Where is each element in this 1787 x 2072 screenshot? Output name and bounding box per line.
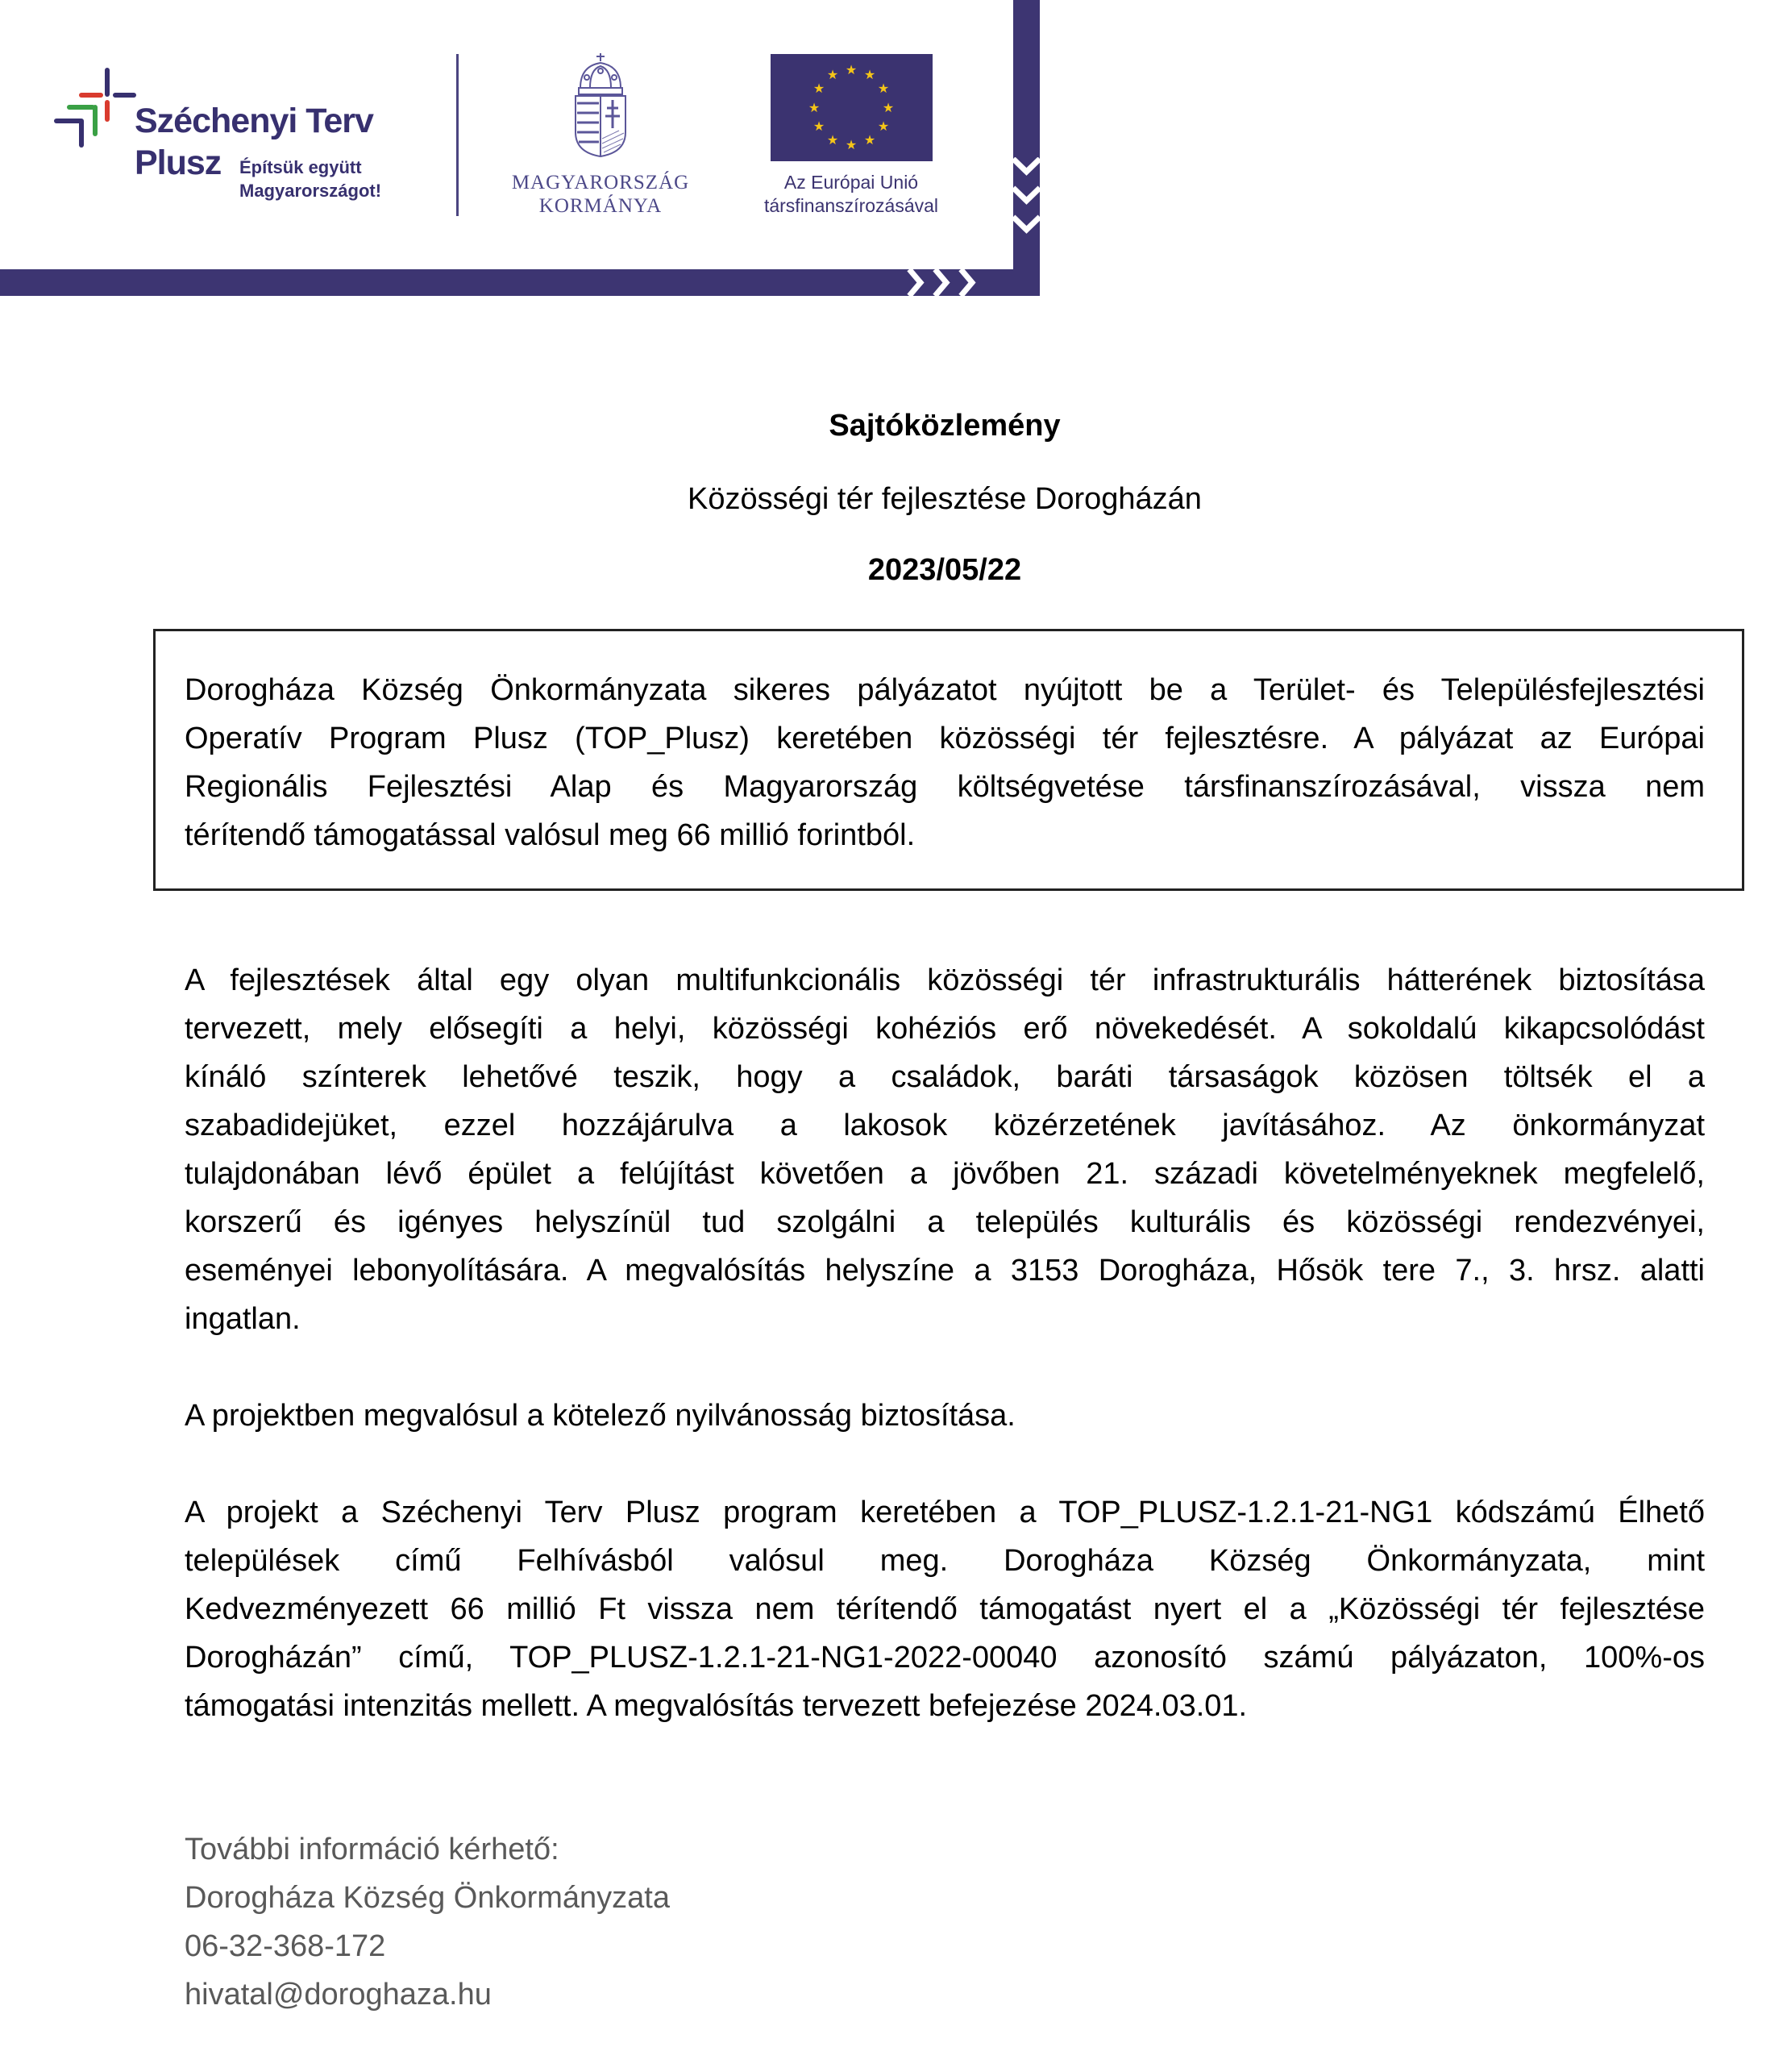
paragraph-development xyxy=(185,956,1705,1343)
paragraph-line: tulajdonában lévő épület a felújítást követően a jövőben 21. századi követelményeknek megfelelő, xyxy=(185,1157,1705,1191)
summary-line: térítendő támogatással valósul meg 66 millió forintból. xyxy=(185,818,916,852)
svg-text:★: ★ xyxy=(882,100,895,115)
paragraph-line: Dorogházán” című, TOP_PLUSZ-1.2.1-21-NG1-2022-00040 azonosító számú pályázaton, 100%-os xyxy=(185,1641,1705,1675)
paragraph-publicity xyxy=(185,1392,1705,1440)
svg-text:★: ★ xyxy=(845,62,858,77)
eu-label-line-2: társfinanszírozásával xyxy=(763,195,939,216)
summary-line: Operatív Program Plusz (TOP_Plusz) keretében közösségi tér fejlesztésre. A pályázat az Európai xyxy=(185,722,1705,755)
contact-email[interactable]: hivatal@doroghaza.hu xyxy=(185,1978,492,2012)
logo-title: Széchenyi Terv xyxy=(135,102,373,140)
summary-line: Regionális Fejlesztési Alap és Magyarország költségvetése társfinanszírozásával, vissza nem xyxy=(185,770,1705,804)
frame-bar-right xyxy=(1013,0,1040,296)
svg-text:★: ★ xyxy=(845,137,858,152)
svg-text:★: ★ xyxy=(812,81,825,96)
document-subtitle: Közösségi tér fejlesztése Dorogházán xyxy=(688,482,1202,516)
paragraph-line: A fejlesztések által egy olyan multifunkcionális közösségi tér infrastrukturális hátterének biztosítása xyxy=(185,963,1705,997)
logo-divider xyxy=(456,54,459,216)
chevron-down-icon xyxy=(1012,157,1041,246)
logo-plusz: Plusz xyxy=(135,144,222,182)
svg-text:★: ★ xyxy=(812,119,825,134)
svg-text:★: ★ xyxy=(826,67,839,82)
eu-cofinancing-label xyxy=(730,171,972,218)
paragraph-line: támogatási intenzitás mellett. A megvalósítás tervezett befejezése 2024.03.01. xyxy=(185,1689,1248,1723)
paragraph-line: ingatlan. xyxy=(185,1302,301,1336)
page-title: Sajtóközlemény xyxy=(829,409,1061,443)
contact-block xyxy=(185,1825,1152,2019)
government-label xyxy=(492,171,709,218)
szechenyi-terv-plusz-logo xyxy=(0,0,419,210)
contact-phone[interactable]: 06-32-368-172 xyxy=(185,1929,386,1963)
paragraph-line: korszerű és igényes helyszínül tud szolgálni a település kulturális és közösségi rendezvényei, xyxy=(185,1205,1705,1239)
contact-label: További információ kérhető: xyxy=(185,1833,559,1866)
paragraph-line: eseményei lebonyolítására. A megvalósítás helyszíne a 3153 Dorogháza, Hősök tere 7., 3. hrsz. alatti xyxy=(185,1254,1705,1288)
summary-text xyxy=(185,666,1705,859)
government-label-line-2: KORMÁNYA xyxy=(538,195,663,217)
logo-slogan xyxy=(239,156,381,202)
svg-text:★: ★ xyxy=(877,81,890,96)
government-label-line-1: MAGYARORSZÁG xyxy=(511,172,690,193)
paragraph-line: Kedvezményezett 66 millió Ft vissza nem térítendő támogatást nyert el a „Közösségi tér fejlesztése xyxy=(185,1592,1705,1626)
slogan-line-2: Magyarországot! xyxy=(239,181,382,201)
slogan-line-1: Építsük együtt xyxy=(239,157,362,177)
paragraph-line: A projektben megvalósul a kötelező nyilvánosság biztosítása. xyxy=(185,1399,1016,1433)
paragraph-line: tervezett, mely elősegíti a helyi, közösségi kohéziós erő növekedését. A sokoldalú kikapcsolódást xyxy=(185,1012,1705,1046)
frame-bar-bottom xyxy=(0,269,1040,296)
paragraph-line: kínáló színterek lehetővé teszik, hogy a családok, baráti társaságok közösen töltsék el a xyxy=(185,1060,1705,1094)
paragraph-line: szabadidejüket, ezzel hozzájárulva a lakosok közérzetének javításához. Az önkormányzat xyxy=(185,1109,1705,1142)
eu-label-line-1: Az Európai Unió xyxy=(783,172,919,193)
svg-text:★: ★ xyxy=(877,119,890,134)
coat-of-arms-icon xyxy=(572,52,629,158)
document-date: 2023/05/22 xyxy=(867,553,1022,587)
svg-text:★: ★ xyxy=(826,132,839,148)
svg-text:★: ★ xyxy=(863,132,876,148)
eu-flag-icon xyxy=(771,54,933,161)
paragraph-project-details xyxy=(185,1488,1705,1730)
paragraph-line: A projekt a Széchenyi Terv Plusz program keretében a TOP_PLUSZ-1.2.1-21-NG1 kódszámú Élhető xyxy=(185,1496,1705,1529)
summary-line: Dorogháza Község Önkormányzata sikeres pályázatot nyújtott be a Terület- és Településfejlesztési xyxy=(185,673,1705,707)
svg-text:★: ★ xyxy=(808,100,821,115)
header-banner xyxy=(0,0,1040,298)
contact-organization: Dorogháza Község Önkormányzata xyxy=(185,1881,670,1915)
chevron-right-icon xyxy=(906,268,990,297)
paragraph-line: települések című Felhívásból valósul meg. Dorogháza Község Önkormányzata, mint xyxy=(185,1544,1705,1578)
svg-text:★: ★ xyxy=(863,67,876,82)
